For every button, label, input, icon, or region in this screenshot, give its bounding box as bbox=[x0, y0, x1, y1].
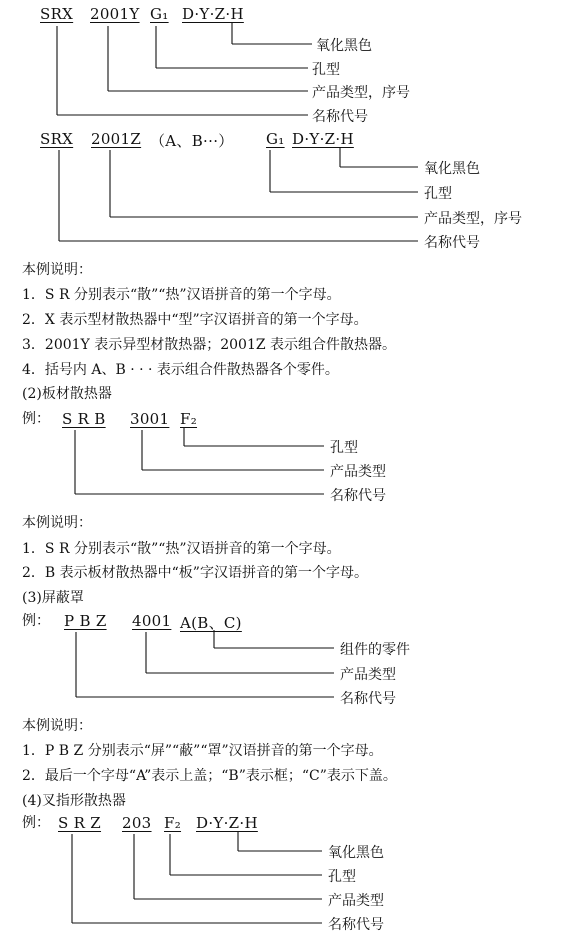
label-oxidized-black: 氧化黑色 bbox=[316, 38, 372, 54]
code-g1: G₁ bbox=[150, 5, 169, 23]
code-srz: S R Z bbox=[58, 814, 102, 832]
note-line: 1．S R 分别表示“散”“热”汉语拼音的第一个字母。 bbox=[22, 287, 341, 303]
code-srb: S R B bbox=[62, 410, 106, 428]
label-hole-type: 孔型 bbox=[328, 869, 356, 885]
notes-title: 本例说明： bbox=[22, 718, 92, 734]
notes-title: 本例说明： bbox=[22, 262, 92, 278]
note-line: 2．最后一个字母“A”表示上盖；“B”表示框；“C”表示下盖。 bbox=[22, 768, 397, 784]
section-heading: (2)板材散热器 bbox=[22, 386, 112, 402]
code-f2: F₂ bbox=[180, 410, 198, 428]
code-f2: F₂ bbox=[164, 814, 182, 832]
label-product-type: 产品类型 bbox=[330, 464, 386, 480]
label-hole-type: 孔型 bbox=[330, 440, 358, 456]
label-product-type: 产品类型 bbox=[328, 893, 384, 909]
label-name-code: 名称代号 bbox=[328, 917, 384, 933]
code-parts-list: （A、B···） bbox=[150, 132, 234, 150]
note-line: 3．2001Y 表示异型材散热器；2001Z 表示组合件散热器。 bbox=[22, 337, 397, 353]
label-oxidized-black: 氧化黑色 bbox=[328, 845, 384, 861]
code-203: 203 bbox=[122, 814, 152, 832]
code-srx: SRX bbox=[40, 5, 74, 23]
label-name-code: 名称代号 bbox=[340, 691, 396, 707]
example-prefix: 例： bbox=[22, 613, 50, 629]
label-product-type-serial: 产品类型，序号 bbox=[312, 85, 410, 101]
note-line: 1．P B Z 分别表示“屏”“蔽”“罩”汉语拼音的第一个字母。 bbox=[22, 743, 383, 759]
code-2001z: 2001Z bbox=[91, 130, 142, 148]
label-component-parts: 组件的零件 bbox=[340, 642, 410, 658]
notes-title: 本例说明： bbox=[22, 515, 92, 531]
label-name-code: 名称代号 bbox=[424, 235, 480, 251]
section-heading: (3)屏蔽罩 bbox=[22, 590, 84, 606]
label-name-code: 名称代号 bbox=[312, 109, 368, 125]
code-srx: SRX bbox=[40, 130, 74, 148]
code-dyzh: D·Y·Z·H bbox=[196, 814, 258, 832]
note-line: 2．B 表示板材散热器中“板”字汉语拼音的第一个字母。 bbox=[22, 565, 368, 581]
label-product-type-serial: 产品类型，序号 bbox=[424, 211, 522, 227]
note-line: 4．括号内 A、B · · · 表示组合件散热器各个零件。 bbox=[22, 362, 339, 378]
note-line: 2．X 表示型材散热器中“型”字汉语拼音的第一个字母。 bbox=[22, 312, 368, 328]
code-abc: A(B、C) bbox=[180, 614, 242, 632]
label-name-code: 名称代号 bbox=[330, 488, 386, 504]
code-3001: 3001 bbox=[130, 410, 170, 428]
note-line: 1．S R 分别表示“散”“热”汉语拼音的第一个字母。 bbox=[22, 541, 341, 557]
code-2001y: 2001Y bbox=[90, 5, 140, 23]
label-oxidized-black: 氧化黑色 bbox=[424, 161, 480, 177]
code-dyzh: D·Y·Z·H bbox=[182, 5, 244, 23]
label-hole-type: 孔型 bbox=[312, 62, 340, 78]
code-pbz: P B Z bbox=[64, 612, 107, 630]
label-hole-type: 孔型 bbox=[424, 186, 452, 202]
label-product-type: 产品类型 bbox=[340, 667, 396, 683]
code-dyzh: D·Y·Z·H bbox=[292, 130, 354, 148]
section-heading: (4)叉指形散热器 bbox=[22, 793, 126, 809]
example-prefix: 例： bbox=[22, 411, 50, 427]
code-4001: 4001 bbox=[132, 612, 172, 630]
example-prefix: 例： bbox=[22, 815, 50, 831]
code-g1: G₁ bbox=[266, 130, 285, 148]
